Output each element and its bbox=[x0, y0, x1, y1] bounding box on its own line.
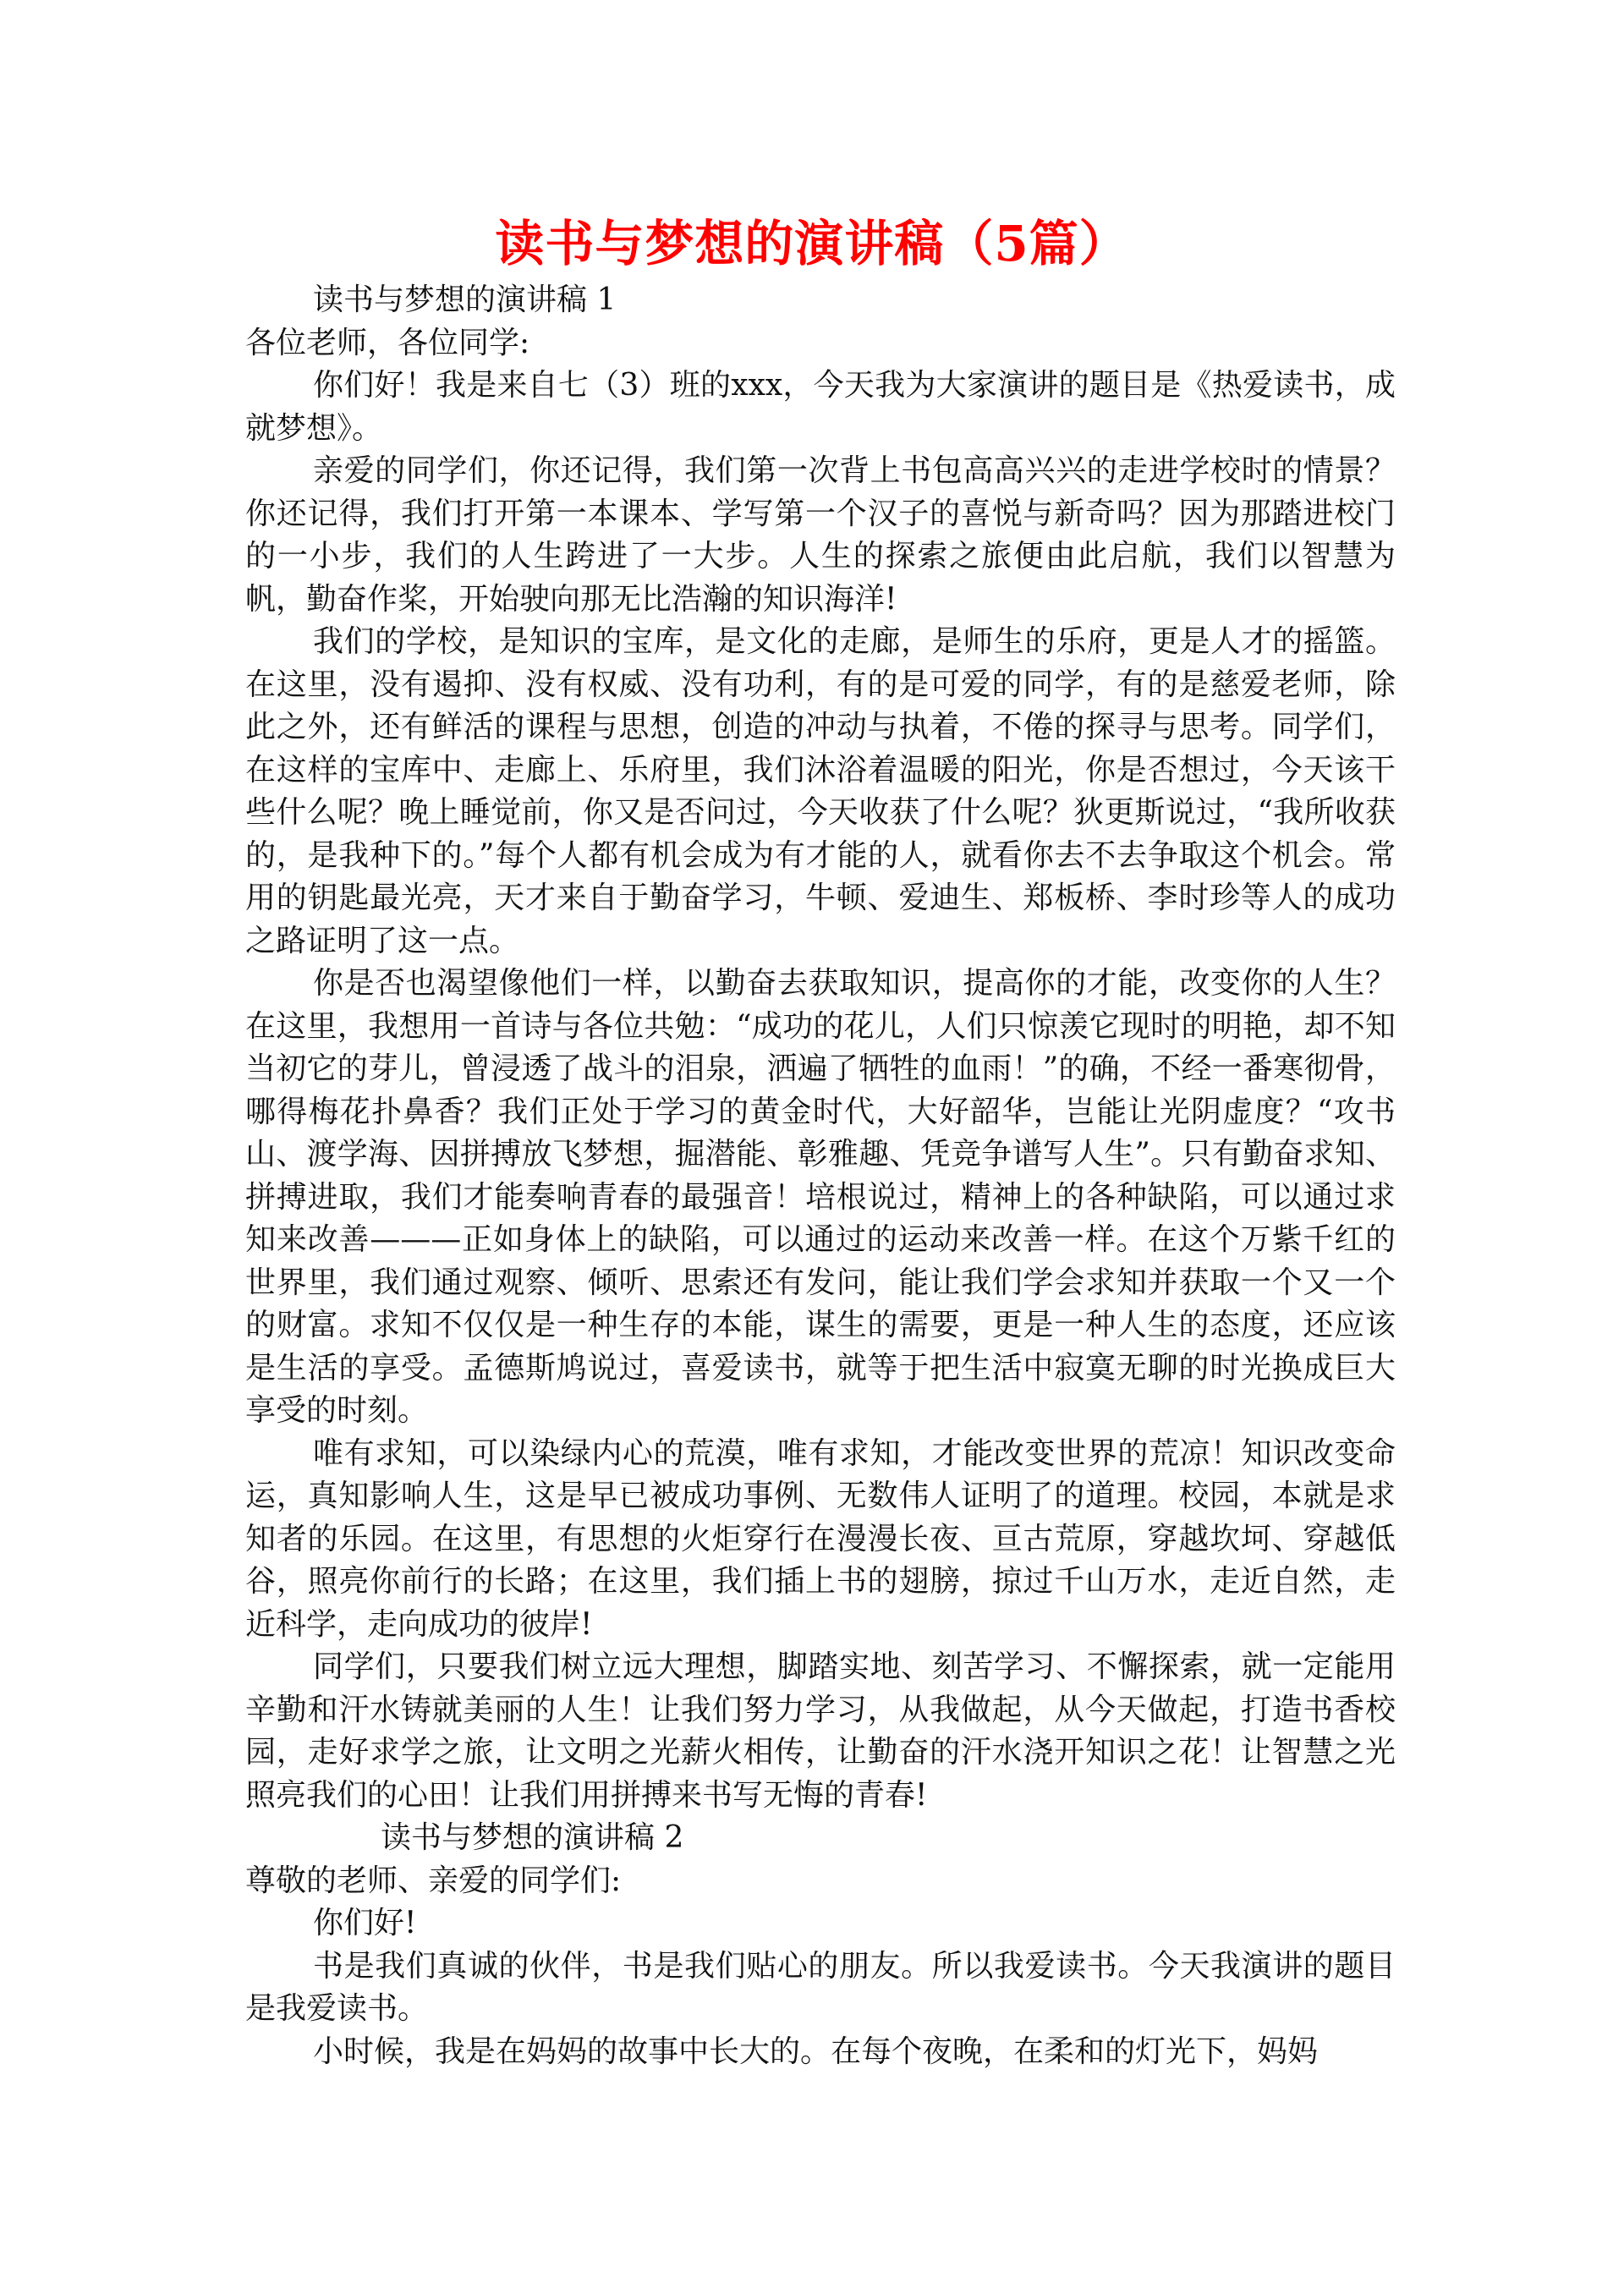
paragraph: 小时候，我是在妈妈的故事中长大的。在每个夜晚，在柔和的灯光下，妈妈 bbox=[313, 2033, 1319, 2069]
section-heading: 读书与梦想的演讲稿 1 bbox=[313, 283, 617, 317]
paragraph: 亲爱的同学们，你还记得，我们第一次背上书包高高兴兴的走进学校时的情景？你还记得，我们打开第一本课本、学写第一个汉子的喜悦与新奇吗？因为那踏进校门的一小步，我们的人生跨进了一大步。人生的探索之旅便由此启航，我们以智慧为帆，勤奋作桨，开始驶向那无比浩瀚的知识海洋! bbox=[245, 453, 1396, 617]
paragraph: 你们好! bbox=[313, 1906, 417, 1940]
salutation: 尊敬的老师、亲爱的同学们: bbox=[245, 1863, 622, 1898]
paragraph: 你们好！我是来自七（3）班的xxx，今天我为大家演讲的题目是《热爱读书，成就梦想》。 bbox=[245, 368, 1396, 446]
salutation: 各位老师，各位同学: bbox=[245, 325, 530, 360]
document-body bbox=[245, 279, 1396, 2073]
paragraph: 唯有求知，可以染绿内心的荒漠，唯有求知，才能改变世界的荒凉！知识改变命运，真知影响人生，这是早已被成功事例、无数伟人证明了的道理。校园，本就是求知者的乐园。在这里，有思想的火炬穿行在漫漫长夜、亘古荒原，穿越坎坷、穿越低谷，照亮你前行的长路；在这里，我们插上书的翅膀，掠过千山万水，走近自然，走近科学，走向成功的彼岸! bbox=[245, 1435, 1396, 1642]
paragraph: 我们的学校，是知识的宝库，是文化的走廊，是师生的乐府，更是人才的摇篮。在这里，没有遏抑、没有权威、没有功利，有的是可爱的同学，有的是慈爱老师，除此之外，还有鲜活的课程与思想，创造的冲动与执着，不倦的探寻与思考。同学们，在这样的宝库中、走廊上、乐府里，我们沐浴着温暖的阳光，你是否想过，今天该干些什么呢？晚上睡觉前，你又是否问过，今天收获了什么呢？狄更斯说过，“我所收获的，是我种下的。”每个人都有机会成为有才能的人，就看你去不去争取这个机会。常用的钥匙最光亮，天才来自于勤奋学习，牛顿、爱迪生、郑板桥、李时珍等人的成功之路证明了这一点。 bbox=[245, 624, 1396, 958]
paragraph: 同学们，只要我们树立远大理想，脚踏实地、刻苦学习、不懈探索，就一定能用辛勤和汗水铸就美丽的人生！让我们努力学习，从我做起，从今天做起，打造书香校园，走好求学之旅，让文明之光薪火相传，让勤奋的汗水浇开知识之花！让智慧之光照亮我们的心田！让我们用拼搏来书写无悔的青春! bbox=[245, 1649, 1396, 1813]
section-heading: 读书与梦想的演讲稿 2 bbox=[381, 1820, 684, 1855]
document-title: 读书与梦想的演讲稿（5篇） bbox=[495, 215, 1129, 272]
paragraph: 你是否也渴望像他们一样，以勤奋去获取知识，提高你的才能，改变你的人生？在这里，我想用一首诗与各位共勉：“成功的花儿，人们只惊羡它现时的明艳，却不知当初它的芽儿，曾浸透了战斗的泪泉，洒遍了牺牲的血雨！”的确，不经一番寒彻骨，哪得梅花扑鼻香？我们正处于学习的黄金时代，大好韶华，岂能让光阴虚度？“攻书山、渡学海、因拼搏放飞梦想，掘潜能、彰雅趣、凭竞争谱写人生”。只有勤奋求知、拼搏进取，我们才能奏响青春的最强音！培根说过，精神上的各种缺陷，可以通过求知来改善———正如身体上的缺陷，可以通过的运动来改善一样。在这个万紫千红的世界里，我们通过观察、倾听、思索还有发问，能让我们学会求知并获取一个又一个的财富。求知不仅仅是一种生存的本能，谋生的需要，更是一种人生的态度，还应该是生活的享受。孟德斯鸠说过，喜爱读书，就等于把生活中寂寞无聊的时光换成巨大享受的时刻。 bbox=[245, 966, 1396, 1428]
paragraph: 书是我们真诚的伙伴，书是我们贴心的朋友。所以我爱读书。今天我演讲的题目是我爱读书。 bbox=[245, 1948, 1396, 2026]
